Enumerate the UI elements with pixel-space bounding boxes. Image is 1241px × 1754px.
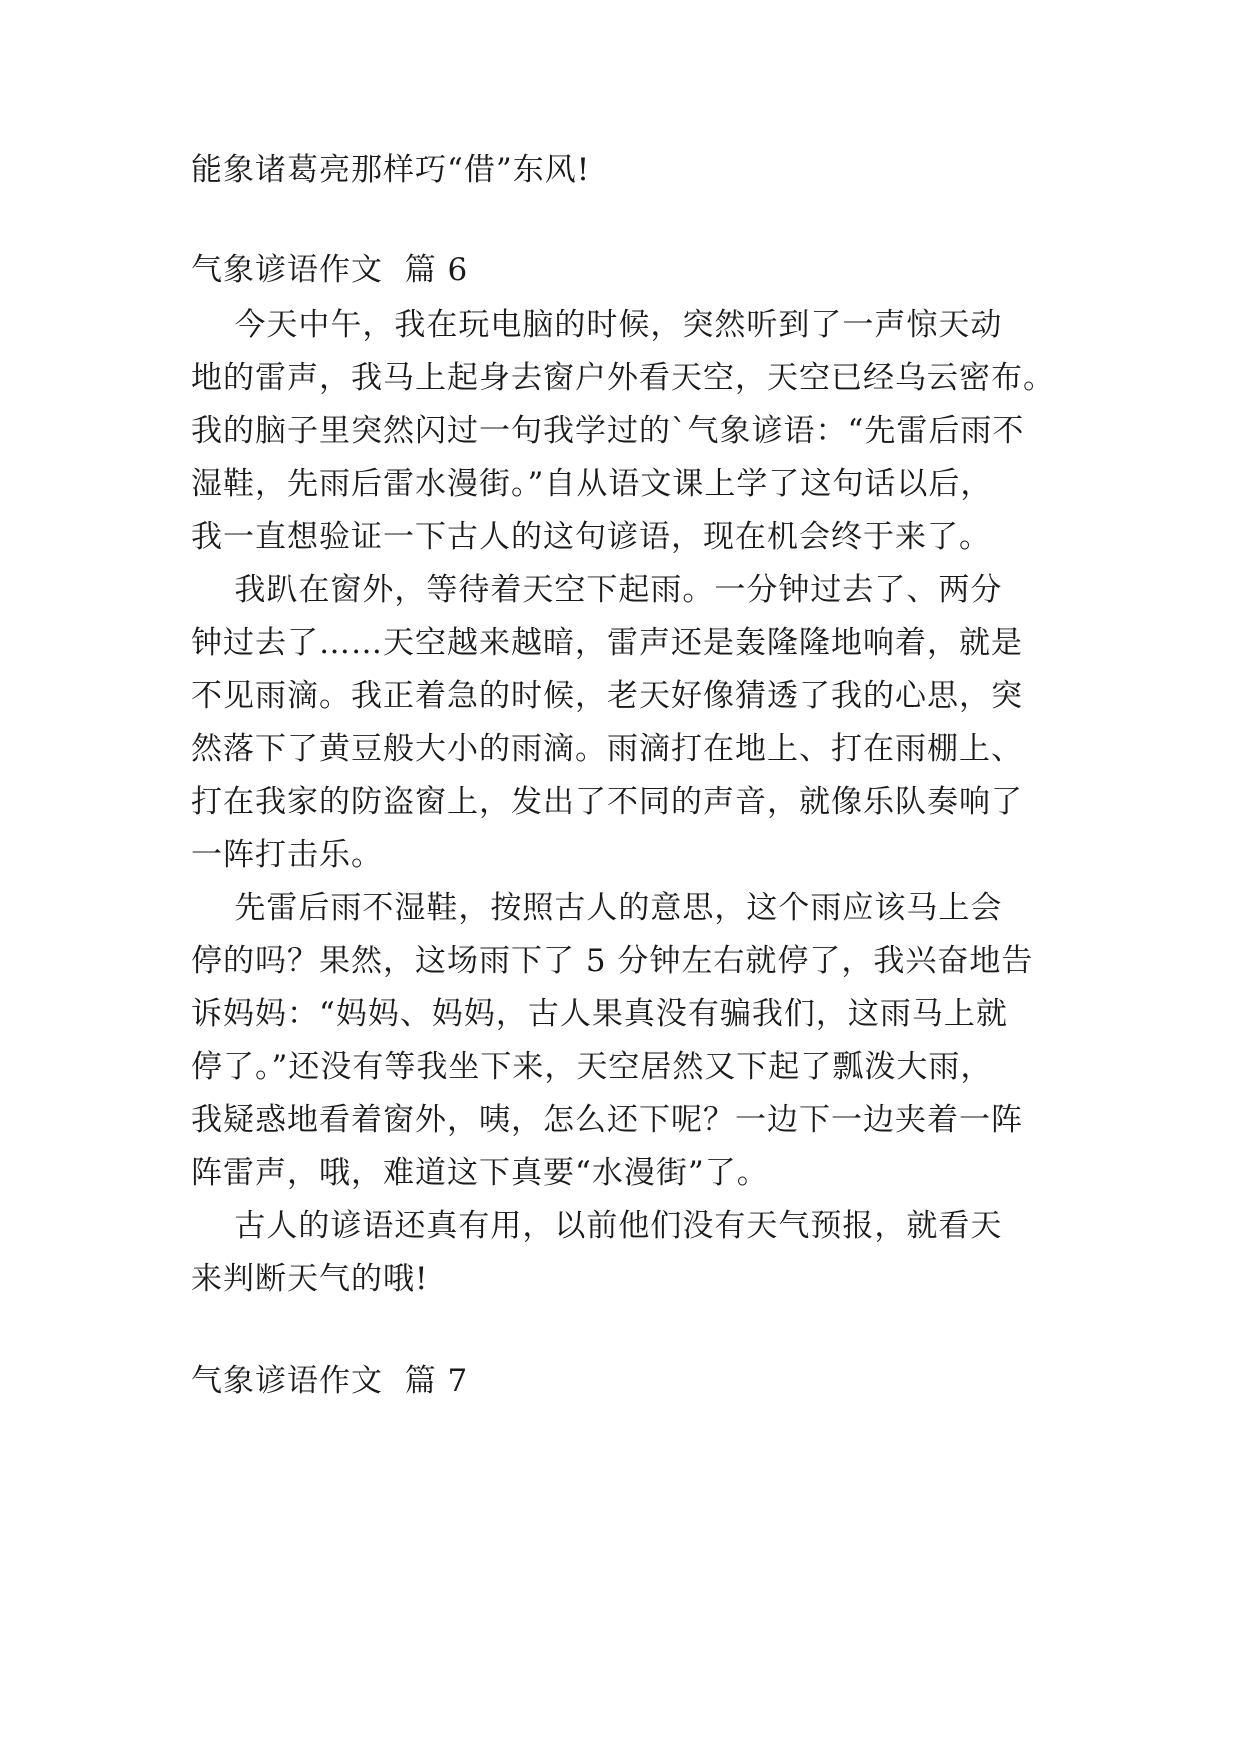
section-6-line: 地的雷声，我马上起身去窗户外看天空，天空已经乌云密布。 bbox=[191, 360, 1055, 396]
section-6-line: 我的脑子里突然闪过一句我学过的`气象谚语：“先雷后雨不 bbox=[191, 413, 1025, 449]
section-6-line: 停了。”还没有等我坐下来，天空居然又下起了瓢泼大雨， bbox=[191, 1049, 993, 1085]
section-6-line: 古人的谚语还真有用，以前他们没有天气预报，就看天 bbox=[191, 1208, 1003, 1244]
section-7-title: 气象谚语作文 篇 7 bbox=[191, 1363, 469, 1399]
section-6-line: 湿鞋，先雨后雷水漫街。”自从语文课上学了这句话以后， bbox=[191, 466, 993, 502]
section-6-line: 钟过去了……天空越来越暗，雷声还是轰隆隆地响着，就是 bbox=[191, 625, 1023, 661]
section-6-line: 不见雨滴。我正着急的时候，老天好像猜透了我的心思，突 bbox=[191, 678, 1023, 714]
section-6-line: 我一直想验证一下古人的这句谚语，现在机会终于来了。 bbox=[191, 519, 991, 555]
section-6-line: 一阵打击乐。 bbox=[191, 837, 383, 873]
section-6-line: 然落下了黄豆般大小的雨滴。雨滴打在地上、打在雨棚上、 bbox=[191, 731, 1023, 767]
section-6-line: 阵雷声，哦，难道这下真要“水漫街”了。 bbox=[191, 1155, 769, 1191]
section-6-line: 打在我家的防盗窗上，发出了不同的声音，就像乐队奏响了 bbox=[191, 784, 1023, 820]
section-6-line: 我疑惑地看着窗外，咦，怎么还下呢？一边下一边夹着一阵 bbox=[191, 1102, 1023, 1138]
section-6-line: 来判断天气的哦! bbox=[191, 1261, 429, 1297]
previous-section-tail: 能象诸葛亮那样巧“借”东风! bbox=[191, 152, 591, 188]
section-6-line: 我趴在窗外，等待着天空下起雨。一分钟过去了、两分 bbox=[191, 572, 1003, 608]
section-6-line: 停的吗？果然，这场雨下了 5 分钟左右就停了，我兴奋地告 bbox=[191, 943, 1034, 979]
section-6-line: 今天中午，我在玩电脑的时候，突然听到了一声惊天动 bbox=[191, 307, 1003, 343]
section-6-line: 诉妈妈：“妈妈、妈妈，古人果真没有骗我们，这雨马上就 bbox=[191, 996, 1008, 1032]
section-6-title: 气象谚语作文 篇 6 bbox=[191, 252, 469, 288]
section-6-line: 先雷后雨不湿鞋，按照古人的意思，这个雨应该马上会 bbox=[191, 890, 1003, 926]
